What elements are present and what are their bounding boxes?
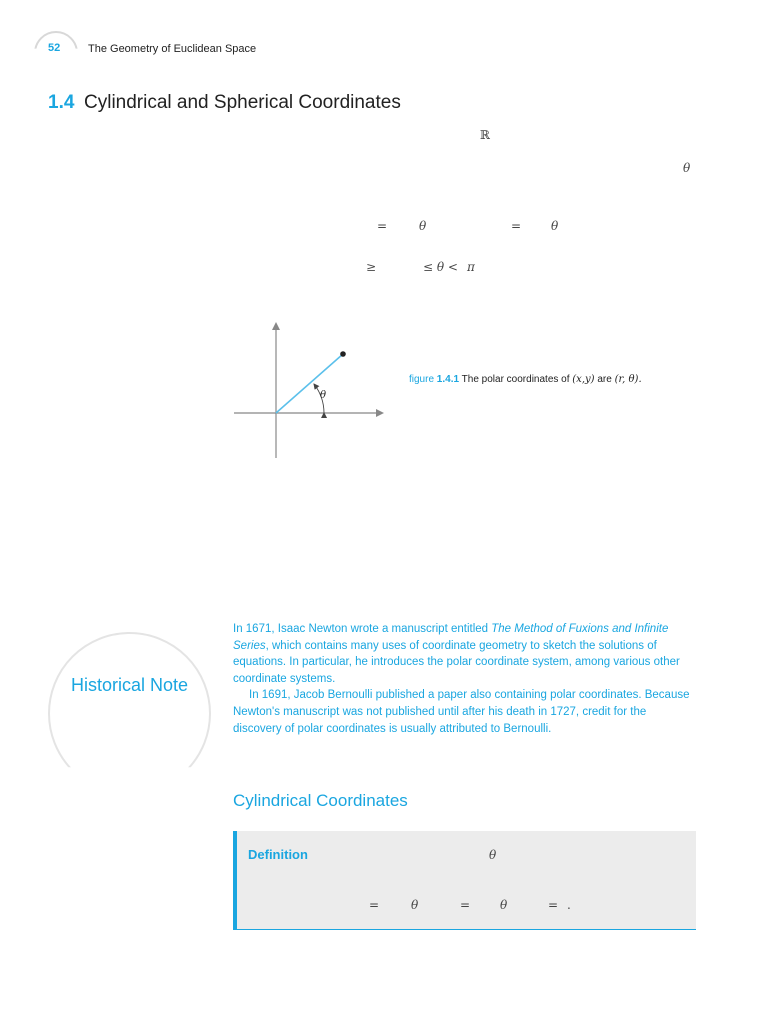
figure-caption-text: The polar coordinates of: [461, 374, 570, 385]
historical-note-circle: [48, 632, 211, 795]
theta-symbol: θ: [551, 219, 559, 233]
figure-number: 1.4.1: [436, 374, 460, 385]
section-title: Cylindrical and Spherical Coordinates: [84, 92, 401, 113]
theta-symbol: θ: [419, 219, 427, 233]
theta-symbol: θ: [489, 848, 497, 862]
historical-note-text: [233, 621, 693, 737]
figure-caption-text: are: [597, 374, 612, 385]
polar-coordinates-figure: [228, 318, 390, 460]
figure-caption-point-rtheta: (r, θ).: [614, 374, 642, 385]
equals-sign: =: [369, 898, 380, 912]
historical-note-label: Historical Note: [70, 675, 189, 695]
figure-caption-label: figure: [409, 374, 435, 385]
page-number: 52: [48, 42, 61, 54]
theta-range: ≤ θ <: [423, 260, 458, 274]
figure-caption-point-xy: (x,y): [572, 374, 595, 385]
definition-label: Definition: [248, 847, 308, 862]
subsection-title: Cylindrical Coordinates: [233, 791, 408, 810]
point-xy: [340, 351, 346, 357]
historical-note-paragraph: In 1671, Isaac Newton wrote a manuscript entitled The Method of Fuxions and Infinite Series, which contains many uses of coordinate geometry to sketch the solutions of equations. In particular, he introduces the polar coordinate system, among various other coordinate systems.: [233, 623, 680, 685]
book-title: The Method of Fuxions and Infinite Series: [233, 623, 669, 652]
equals-sign: =: [460, 898, 471, 912]
equals-sign: =: [377, 219, 388, 233]
theta-symbol: θ: [500, 898, 508, 912]
section-number: 1.4: [48, 92, 75, 113]
theta-symbol: θ: [683, 161, 691, 175]
theta-symbol: θ: [411, 898, 419, 912]
equals-sign: =: [511, 219, 522, 233]
period: .: [567, 898, 571, 912]
running-head: The Geometry of Euclidean Space: [88, 43, 257, 55]
radius-ray: [276, 354, 343, 413]
geq-sign: ≥: [366, 260, 377, 274]
historical-note-paragraph: In 1691, Jacob Bernoulli published a paper also containing polar coordinates. Because Newton's manuscript was not published until after his death in 1727, credit for the discovery of polar coordinates is usually attributed to Bernoulli.: [233, 689, 690, 735]
definition-box: [233, 831, 696, 930]
angle-theta-label: θ: [320, 390, 327, 401]
reals-symbol: ℝ: [480, 128, 490, 142]
equals-sign: =: [548, 898, 559, 912]
pi-symbol: π: [467, 260, 475, 274]
figure-caption: [409, 374, 642, 385]
